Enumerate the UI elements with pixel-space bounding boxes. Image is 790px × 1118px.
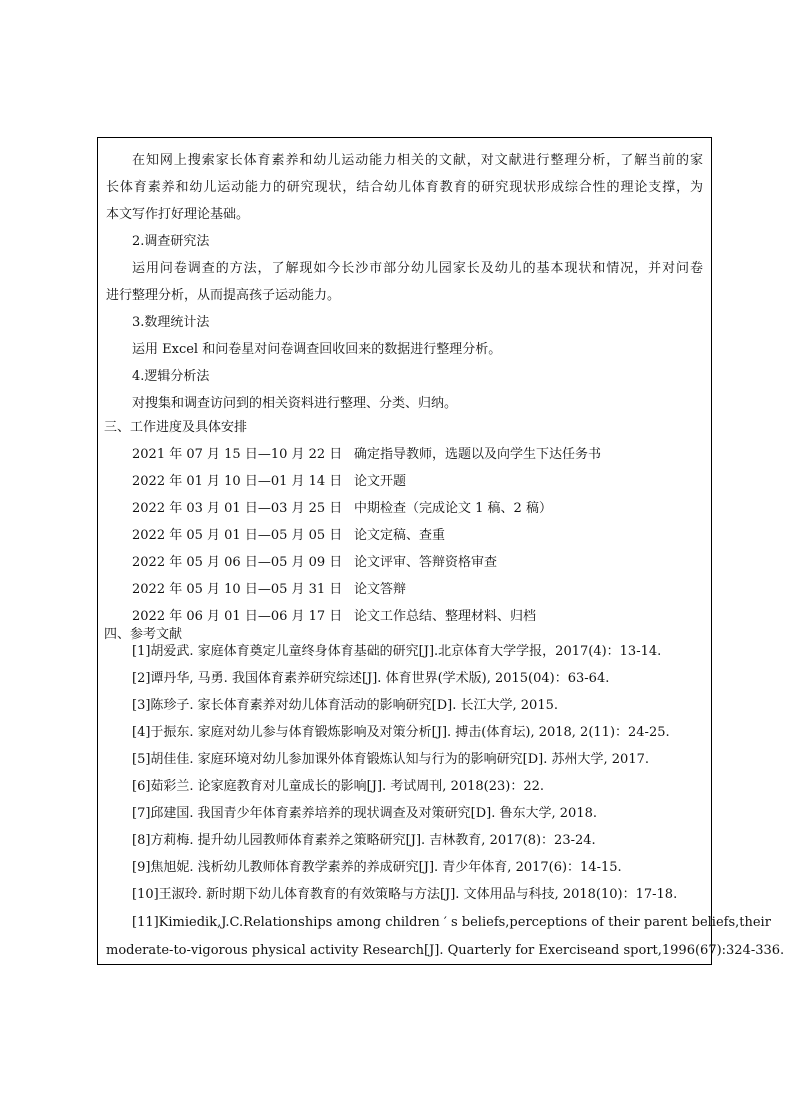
schedule-date: 2022 年 03 月 01 日—03 月 25 日: [132, 501, 343, 516]
schedule-row: [132, 608, 536, 626]
method-heading: 3.数理统计法: [132, 315, 210, 330]
reference-item: [10]王淑玲. 新时期下幼儿体育教育的有效策略与方法[J]. 文体用品与科技, 2018(10)：17-18.: [132, 887, 678, 902]
schedule-task: 论文答辩: [354, 582, 407, 597]
paragraph-line: 本文写作打好理论基础。: [106, 207, 250, 222]
schedule-task: 论文开题: [354, 474, 407, 489]
reference-item: [9]焦旭妮. 浅析幼儿教师体育教学素养的养成研究[J]. 青少年体育, 2017(6)：14-15.: [132, 860, 622, 875]
schedule-date: 2022 年 05 月 01 日—05 月 05 日: [132, 528, 343, 543]
reference-item: [3]陈珍子. 家长体育素养对幼儿体育活动的影响研究[D]. 长江大学, 2015.: [132, 698, 558, 713]
document-table-cell: [97, 137, 785, 965]
section-heading: 四、参考文献: [104, 627, 183, 642]
reference-item: [7]邱建国. 我国青少年体育素养培养的现状调查及对策研究[D]. 鲁东大学, 2018.: [132, 806, 597, 821]
schedule-row: [132, 446, 601, 464]
paragraph-line: 运用 Excel 和问卷星对问卷调查回收回来的数据进行整理分析。: [132, 342, 502, 357]
paragraph-line: 运用问卷调查的方法，了解现如今长沙市部分幼儿园家长及幼儿的基本现状和情况，并对问卷: [132, 261, 703, 276]
schedule-row: [132, 527, 445, 545]
method-heading: 2.调查研究法: [132, 234, 210, 249]
reference-item: [6]茹彩兰. 论家庭教育对儿童成长的影响[J]. 考试周刊, 2018(23)：22.: [132, 779, 545, 794]
schedule-task: 论文评审、答辩资格审查: [354, 555, 498, 570]
schedule-task: 中期检查（完成论文 1 稿、2 稿）: [354, 501, 552, 516]
reference-item: moderate-to-vigorous physical activity Research[J]. Quarterly for Exerciseand sport,1996(67):324-336.: [106, 943, 785, 958]
schedule-date: 2022 年 05 月 10 日—05 月 31 日: [132, 582, 343, 597]
section-heading: 三、工作进度及具体安排: [104, 420, 248, 435]
paragraph-line: 对搜集和调查访问到的相关资料进行整理、分类、归纳。: [132, 396, 458, 411]
reference-item: [8]方莉梅. 提升幼儿园教师体育素养之策略研究[J]. 吉林教育, 2017(8)：23-24.: [132, 833, 596, 848]
reference-item: [2]谭丹华, 马勇. 我国体育素养研究综述[J]. 体育世界(学术版), 2015(04)：63-64.: [132, 671, 610, 686]
paragraph-line: 长体育素养和幼儿运动能力的研究现状，结合幼儿体育教育的研究现状形成综合性的理论支撑，为: [106, 180, 703, 195]
reference-item: [4]于振东. 家庭对幼儿参与体育锻炼影响及对策分析[J]. 搏击(体育坛), 2018, 2(11)：24-25.: [132, 725, 670, 740]
reference-item: [5]胡佳佳. 家庭环境对幼儿参加课外体育锻炼认知与行为的影响研究[D]. 苏州大学, 2017.: [132, 752, 649, 767]
schedule-date: 2022 年 05 月 06 日—05 月 09 日: [132, 555, 343, 570]
method-heading: 4.逻辑分析法: [132, 369, 210, 384]
schedule-date: 2021 年 07 月 15 日—10 月 22 日: [132, 447, 343, 462]
paragraph-line: 在知网上搜索家长体育素养和幼儿运动能力相关的文献，对文献进行整理分析，了解当前的家: [132, 153, 703, 168]
schedule-task: 确定指导教师，选题以及向学生下达任务书: [354, 447, 602, 462]
schedule-row: [132, 554, 497, 572]
schedule-date: 2022 年 01 月 10 日—01 月 14 日: [132, 474, 343, 489]
schedule-row: [132, 581, 406, 599]
schedule-row: [132, 500, 552, 518]
schedule-task: 论文工作总结、整理材料、归档: [354, 609, 537, 624]
reference-item: [1]胡爱武. 家庭体育奠定儿童终身体育基础的研究[J].北京体育大学学报，2017(4)：13-14.: [132, 644, 662, 659]
schedule-task: 论文定稿、查重: [354, 528, 446, 543]
schedule-row: [132, 473, 406, 491]
paragraph-line: 进行整理分析，从而提高孩子运动能力。: [106, 288, 341, 303]
reference-item: [11]Kimiedik,J.C.Relationships among children ′ s beliefs,perceptions of their parent beliefs,their: [132, 915, 771, 930]
schedule-date: 2022 年 06 月 01 日—06 月 17 日: [132, 609, 343, 624]
